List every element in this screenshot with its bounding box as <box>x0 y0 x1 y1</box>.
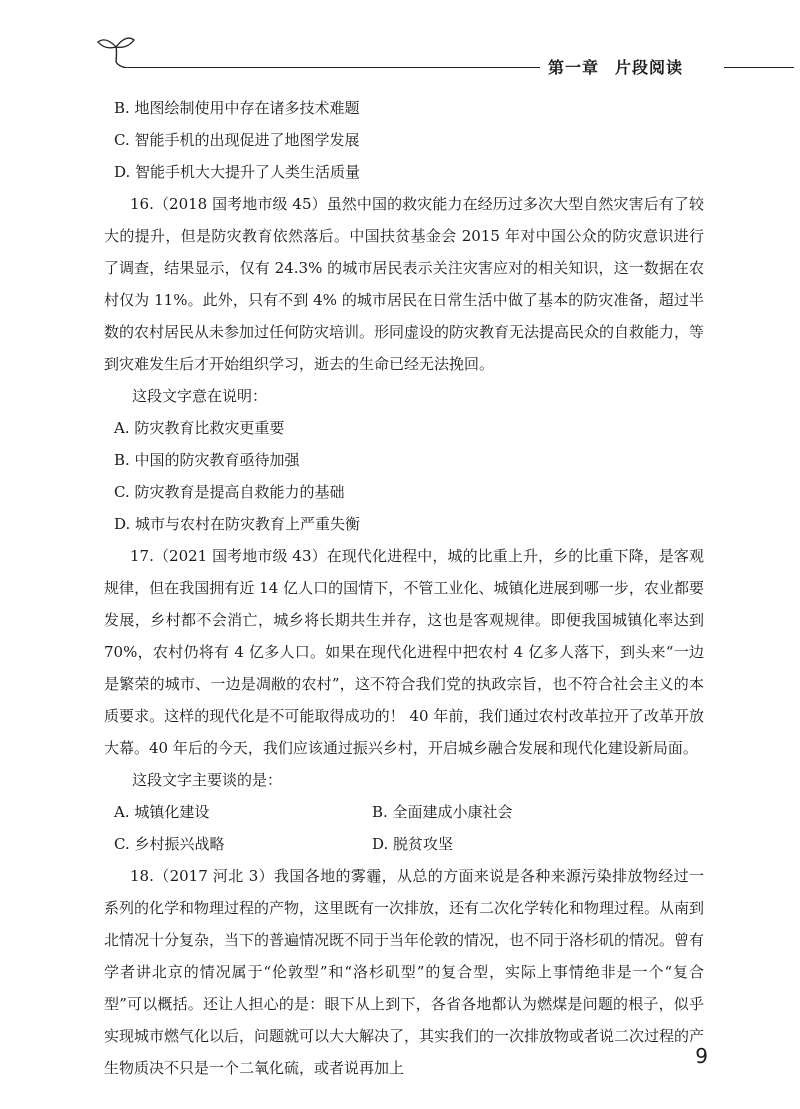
q16-prompt: 这段文字意在说明： <box>132 387 268 405</box>
q15-option-d: D. 智能手机大大提升了人类生活质量 <box>114 163 361 181</box>
q16-option-a: A. 防灾教育比救灾更重要 <box>114 419 285 437</box>
q17-passage: 17.（2021 国考地市级 43）在现代化进程中，城的比重上升，乡的比重下降，是客观规律，但在我国拥有近 14 亿人口的国情下，不管工业化、城镇化进展到哪一步，农业都要发展，乡村都不会消亡，城乡将长期共生并存，这也是客观规律。即便我国城镇化率达到 70%，农村仍将有 4 亿多人口。如果在现代化进程中把农村 4 亿多人落下，到头来“一边是繁荣的城市、一边是凋敝的农村”，这不符合我们党的执政宗旨，也不符合社会主义的本质要求。这样的现代化是不可能取得成功的！ 40 年前，我们通过农村改革拉开了改革开放大幕。40 年后的今天，我们应该通过振兴乡村，开启城乡融合发展和现代化建设新局面。 <box>104 547 704 757</box>
chapter-number: 第一章 <box>548 58 600 77</box>
page-content <box>104 92 704 1084</box>
q15-option-b: B. 地图绘制使用中存在诸多技术难题 <box>114 99 360 117</box>
q17-options-row-2 <box>104 828 704 860</box>
q17-options-row-1 <box>104 796 704 828</box>
q16-option-b: B. 中国的防灾教育亟待加强 <box>114 451 300 469</box>
q16-passage: 16.（2018 国考地市级 45）虽然中国的救灾能力在经历过多次大型自然灾害后有了较大的提升，但是防灾教育依然落后。中国扶贫基金会 2015 年对中国公众的防灾意识进行了调查，结果显示，仅有 24.3% 的城市居民表示关注灾害应对的相关知识，这一数据在农村仅为 11%。此外，只有不到 4% 的城市居民在日常生活中做了基本的防灾准备，超过半数的农村居民从未参加过任何防灾培训。形同虚设的防灾教育无法提高民众的自救能力，等到灾难发生后才开始组织学习，逝去的生命已经无法挽回。 <box>104 195 705 373</box>
page-number: 9 <box>695 1044 708 1068</box>
q15-option-c: C. 智能手机的出现促进了地图学发展 <box>114 131 360 149</box>
q17-option-c: C. 乡村振兴战略 <box>114 835 225 853</box>
q18-passage: 18.（2017 河北 3）我国各地的雾霾，从总的方面来说是各种来源污染排放物经过一系列的化学和物理过程的产物，这里既有一次排放，还有二次化学转化和物理过程。从南到北情况十分复杂，当下的普遍情况既不同于当年伦敦的情况，也不同于洛杉矶的情况。曾有学者讲北京的情况属于“伦敦型”和“洛杉矶型”的复合型，实际上事情绝非是一个“复合型”可以概括。还让人担心的是：眼下从上到下，各省各地都认为燃煤是问题的根子，似乎实现城市燃气化以后，问题就可以大大解决了，其实我们的一次排放物或者说二次过程的产生物质决不只是一个二氧化硫，或者说再加上 <box>104 867 705 1077</box>
q16-option-d: D. 城市与农村在防灾教育上严重失衡 <box>114 515 361 533</box>
section-title: 片段阅读 <box>615 58 684 77</box>
q16-option-c: C. 防灾教育是提高自救能力的基础 <box>114 483 345 501</box>
q17-option-b: B. 全面建成小康社会 <box>372 803 513 821</box>
chapter-title <box>548 55 724 78</box>
page-header <box>0 0 800 90</box>
q17-prompt: 这段文字主要谈的是： <box>132 771 283 789</box>
q17-option-d: D. 脱贫攻坚 <box>372 835 454 853</box>
header-rule-right <box>724 67 794 68</box>
header-rule-left <box>128 67 540 68</box>
q17-option-a: A. 城镇化建设 <box>114 803 210 821</box>
sprout-icon <box>96 28 136 68</box>
